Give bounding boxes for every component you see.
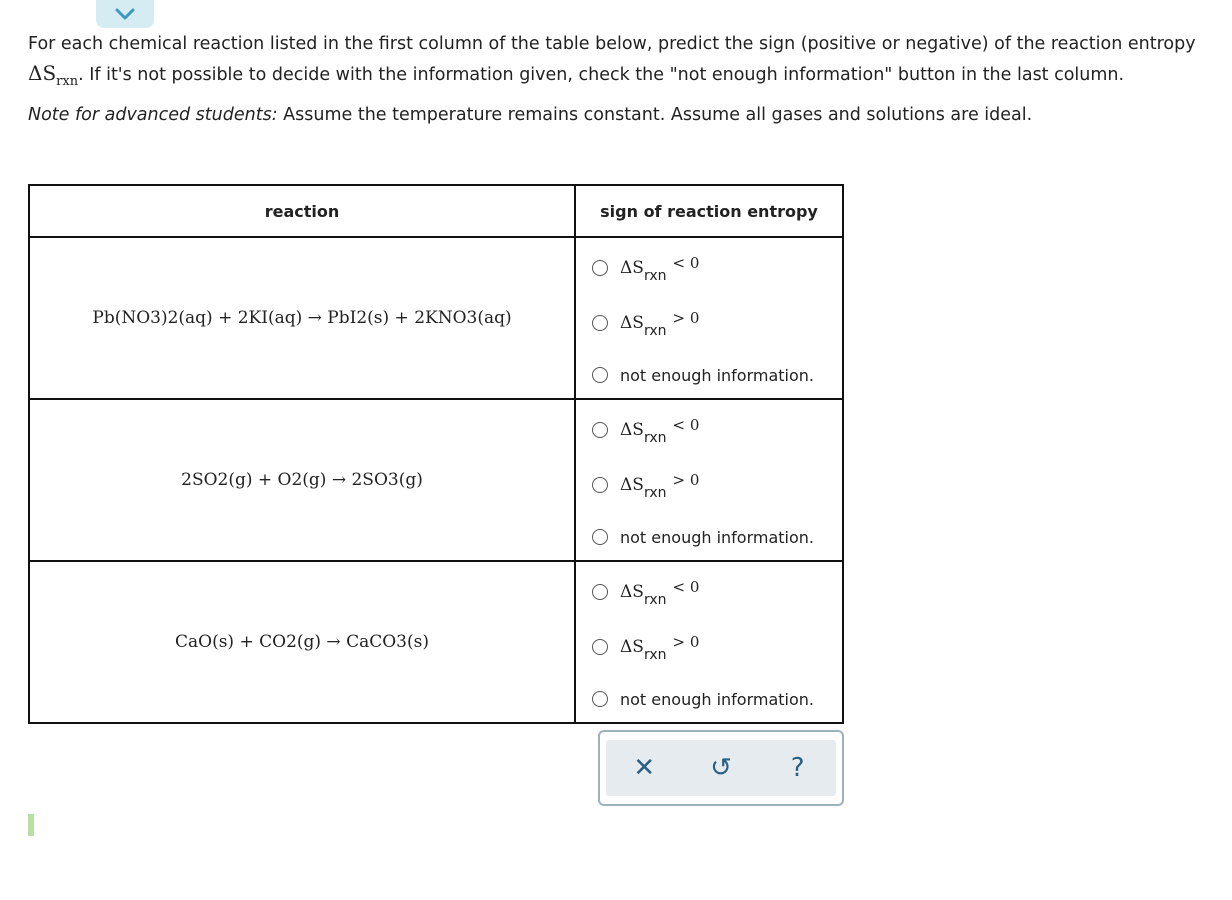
- option-lt-zero[interactable]: $\Delta S_{rxn}< 0$: [592, 418, 699, 442]
- option-not-enough-info[interactable]: not enough information.: [592, 363, 814, 387]
- instructions-paragraph: For each chemical reaction listed in the first column of the table below, predict the sign (positive or negative) of the reaction entropy $\Delta S_{rxn}$. If it's not possible to decide with the information given, check the "not enough information" button in the last column.: [28, 34, 1196, 89]
- collapse-tab[interactable]: [96, 0, 154, 28]
- option-gt-zero[interactable]: $\Delta S_{rxn}> 0$: [592, 311, 699, 335]
- instructions: [28, 30, 1218, 130]
- option-not-enough-info[interactable]: not enough information.: [592, 525, 814, 549]
- answer-toolbar: [598, 730, 844, 806]
- table-row: [29, 561, 843, 723]
- reaction-2: [29, 399, 575, 561]
- help-button[interactable]: ?: [790, 753, 805, 783]
- radio-button[interactable]: [592, 584, 608, 600]
- option-not-enough-info[interactable]: not enough information.: [592, 687, 814, 711]
- option-lt-zero[interactable]: $\Delta S_{rxn}< 0$: [592, 580, 699, 604]
- reaction-equation: 2SO2(g) + O2(g) → 2SO3(g): [181, 470, 423, 490]
- header-sign: sign of reaction entropy: [575, 185, 843, 237]
- clear-button[interactable]: ✕: [633, 753, 656, 783]
- reaction-table: [28, 184, 844, 724]
- radio-button[interactable]: [592, 477, 608, 493]
- header-reaction: reaction: [29, 185, 575, 237]
- radio-button[interactable]: [592, 260, 608, 276]
- answer-options: [576, 400, 842, 560]
- radio-button[interactable]: [592, 422, 608, 438]
- reaction-1: [29, 237, 575, 399]
- option-gt-zero[interactable]: $\Delta S_{rxn}> 0$: [592, 635, 699, 659]
- undo-button[interactable]: ↺: [710, 753, 732, 783]
- option-gt-zero[interactable]: $\Delta S_{rxn}> 0$: [592, 473, 699, 497]
- reaction-equation: CaO(s) + CO2(g) → CaCO3(s): [175, 632, 429, 652]
- note-paragraph: Note for advanced students: Assume the temperature remains constant. Assume all gases and solutions are ideal.: [28, 105, 1033, 125]
- answer-options: [576, 238, 842, 398]
- chevron-down-icon: [114, 7, 136, 21]
- radio-button[interactable]: [592, 315, 608, 331]
- reaction-3: [29, 561, 575, 723]
- answer-options: [576, 562, 842, 722]
- option-lt-zero[interactable]: $\Delta S_{rxn}< 0$: [592, 256, 699, 280]
- radio-button[interactable]: [592, 639, 608, 655]
- reaction-equation: Pb(NO3)2(aq) + 2KI(aq) → PbI2(s) + 2KNO3(aq): [92, 308, 512, 328]
- radio-button[interactable]: [592, 529, 608, 545]
- radio-button[interactable]: [592, 691, 608, 707]
- radio-button[interactable]: [592, 367, 608, 383]
- progress-marker: [28, 814, 34, 836]
- table-row: [29, 237, 843, 399]
- table-row: [29, 399, 843, 561]
